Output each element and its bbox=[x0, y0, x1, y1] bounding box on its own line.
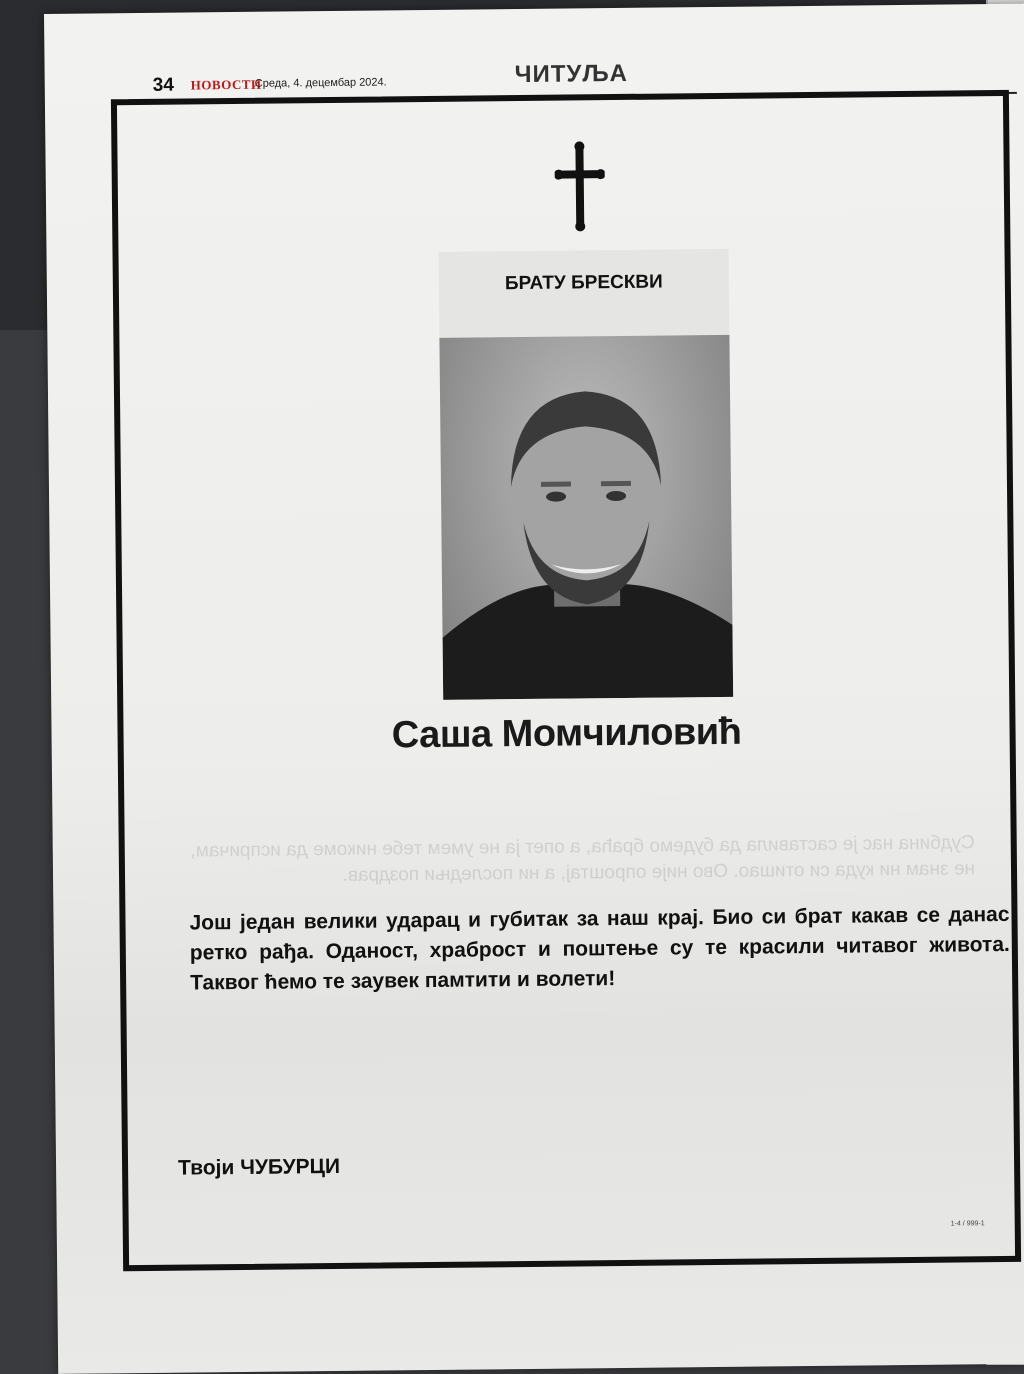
signature: Твоји ЧУБУРЦИ bbox=[177, 1154, 341, 1180]
page-number: 34 bbox=[152, 74, 175, 96]
orthodox-cross-icon bbox=[554, 140, 605, 233]
obituary-message: Још један велики ударац и губитак за наш крај. Био си брат какав се данас ретко рађа. Оданост, храброст и поштење су те красили читавог живота. Таквог ћемо те заувек памтити и волети! bbox=[189, 902, 1010, 995]
newspaper-logo: НОВОСТИ bbox=[190, 76, 262, 93]
portrait-illustration bbox=[439, 335, 733, 700]
obituary-frame bbox=[111, 90, 1021, 1271]
ad-code: 1-4 / 999-1 bbox=[950, 1220, 985, 1228]
newspaper-page bbox=[44, 4, 1024, 1374]
dedication-box bbox=[439, 249, 730, 340]
section-title: ЧИТУЉА bbox=[514, 59, 629, 89]
portrait-photo bbox=[439, 335, 733, 700]
deceased-name: Саша Момчиловић bbox=[391, 710, 742, 757]
bleed-through-text: Судбина нас је саставила да будемо браћа, а опет ја не умем тебе никоме да испричам, не знам ни куда си отишао. Ово није опроштај, а ни последњи поздрав. bbox=[190, 832, 976, 886]
dedication-text: БРАТУ БРЕСКВИ bbox=[504, 271, 663, 295]
issue-date: Среда, 4. децембар 2024. bbox=[254, 76, 387, 90]
